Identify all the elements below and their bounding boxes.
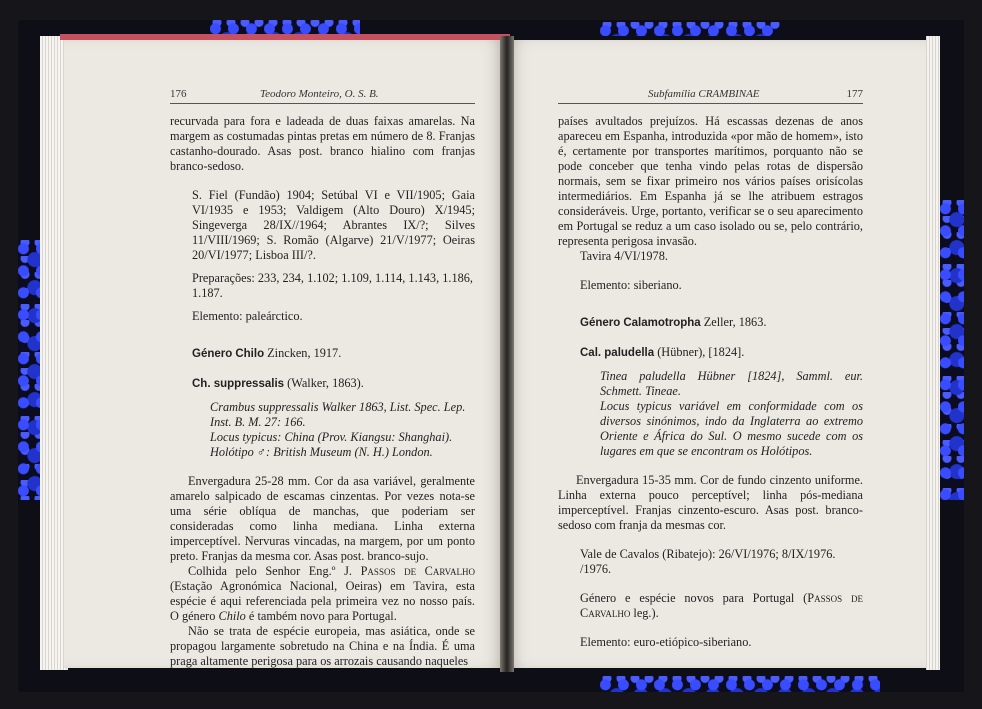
genus-italic: Chilo (218, 609, 246, 623)
element-siberian: Elemento: siberiano. (580, 278, 682, 292)
species-author: (Walker, 1863). (284, 376, 364, 390)
genus-heading (170, 346, 475, 362)
preparations: Preparações: 233, 234, 1.102; 1.109, 1.114, 1.143, 1.186, 1.187. (192, 271, 473, 300)
right-running-header (558, 88, 863, 104)
species-heading-paludella (558, 345, 863, 361)
citation-holotype: Holótipo ♂: British Museum (N. H.) London. (210, 445, 433, 459)
genus-label-right: Género (580, 317, 621, 329)
citation-original: Crambus suppressalis Walker 1863, List. Spec. Lep. Inst. B. M. 27: 166. (210, 400, 466, 429)
collection-note (170, 564, 475, 624)
right-page-number: 177 (846, 88, 863, 100)
marbled-endpaper-right (940, 200, 964, 500)
element-euro-ethiopic: Elemento: euro-etiópico-siberiano. (580, 635, 752, 649)
book-gutter (500, 36, 514, 672)
new-for-portugal-note (558, 591, 863, 621)
genus-label: Género (192, 348, 233, 360)
collection-note-start: Colhida pelo Senhor Eng.º J. (188, 564, 361, 578)
invasion-text: países avultados prejuízos. Há escassas dezenas de anos apareceu em Espanha, introduzida «por mão de homem», isto é, certamente por transportes marítimos, porquanto não se pode conceber que tenha vindo pelas rotas de dispersão normais, sem se fixar primeiro nos vários países orisícolas intermediários. Em Espanha já se lhe atribuem estragos consideráveis. Urge, portanto, verificar se o seu aparecimento em Portugal se reduz a um caso isolado ou se, pelo contrário, representa perigosa invasão. (558, 114, 863, 248)
record-tavira: Tavira 4/VI/1978. (580, 249, 668, 263)
marbled-endpaper-top (210, 20, 360, 34)
citation-tinea: Tinea paludella Hübner [1824], Samml. eur. Schmett. Tineae. (600, 369, 863, 398)
citation-locus: Locus typicus: China (Prov. Kiangsu: Shanghai). (210, 430, 453, 444)
species-name: Ch. suppressalis (192, 378, 285, 390)
genus-author: Zincken, 1917. (264, 346, 342, 360)
record-vale-de-cavalos: Vale de Cavalos (Ribatejo): 26/VI/1976; 8/IX/1976. /1976. (580, 547, 836, 576)
description-continued: recurvada para fora e ladeada de duas faixas amarelas. Na margem as costumadas pintas pretas em número de 8. Franjas castanho-dourado. Asas post. branco hialino com franjas branco-sedoso. (170, 114, 475, 173)
collection-note-mid: (Estação Agronómica Nacional, Oeiras) em Tavira, esta espécie é aqui referenciada pela primeira vez no nosso país. O género (170, 579, 475, 623)
genus-heading-calamotropha (558, 315, 863, 331)
species-author-right: (Hübner), [1824]. (654, 345, 745, 359)
description-suppressalis: Envergadura 25-28 mm. Cor da asa variável, geralmente amarelo salpicado de escamas cinzentas. Por vezes nota-se uma série oblíqua de manchas, que poderiam ser consideradas como linha mediana. Linha externa imperceptível. Nervuras vincadas, na margem, por um ponto preto. Franjas da mesma cor. Asas post. branco-sujo. (170, 474, 475, 563)
note-end: leg.). (630, 606, 659, 620)
collector-name: Passos de Carvalho (360, 564, 475, 578)
species-name-right: Cal. paludella (580, 347, 655, 359)
genus-name-right: Calamotropha (623, 317, 701, 329)
left-page-number: 176 (170, 88, 187, 100)
left-running-head: Teodoro Monteiro, O. S. B. (260, 88, 379, 100)
description-paludella: Envergadura 15-35 mm. Cor de fundo cinzento uniforme. Linha externa pouco perceptível; linha pós-mediana imperceptível. Franjas cinzento-escuro. Asas post. branco-sedoso com franja da mesmas cor. (558, 473, 863, 532)
species-heading (170, 376, 475, 392)
asian-origin-note: Não se trata de espécie europeia, mas asiática, onde se propagou largamente sobretudo na China e na Índia. É uma praga altamente perigosa para os arrozais causando naqueles (170, 624, 475, 668)
note-collector: Passos de Carvalho (580, 591, 863, 620)
marbled-endpaper-top-right (600, 22, 780, 36)
genus-author-right: Zeller, 1863. (700, 315, 767, 329)
left-running-header (170, 88, 475, 104)
right-running-head: Subfamília CRAMBINAE (648, 88, 760, 100)
page-edges-right (926, 36, 940, 670)
marbled-endpaper-bottom (600, 676, 880, 692)
left-page-body (170, 114, 475, 669)
right-page-body (558, 114, 863, 650)
genus-name: Chilo (235, 348, 265, 360)
localities-list: S. Fiel (Fundão) 1904; Setúbal VI e VII/1905; Gaia VI/1935 e 1953; Valdigem (Alto Douro) X/1945; Singeverga 28/IX//1964; Abrantes IX/?; Silves 11/VIII/1969; S. Romão (Algarve) 21/V/1977; Oeiras 20/VI/1977; Lisboa III/?. (192, 188, 475, 262)
element-paleartic: Elemento: paleárctico. (192, 309, 303, 323)
collection-note-end: é também novo para Portugal. (245, 609, 397, 623)
note-start: Género e espécie novos para Portugal ( (580, 591, 808, 605)
citation-locus-variable: Locus typicus variável em conformidade com os diversos sinónimos, indo da Inglaterra ao extremo Oriente e África do Sul. O mesmo sucede com os lugares em que se encontram os Holótipos. (600, 399, 863, 458)
